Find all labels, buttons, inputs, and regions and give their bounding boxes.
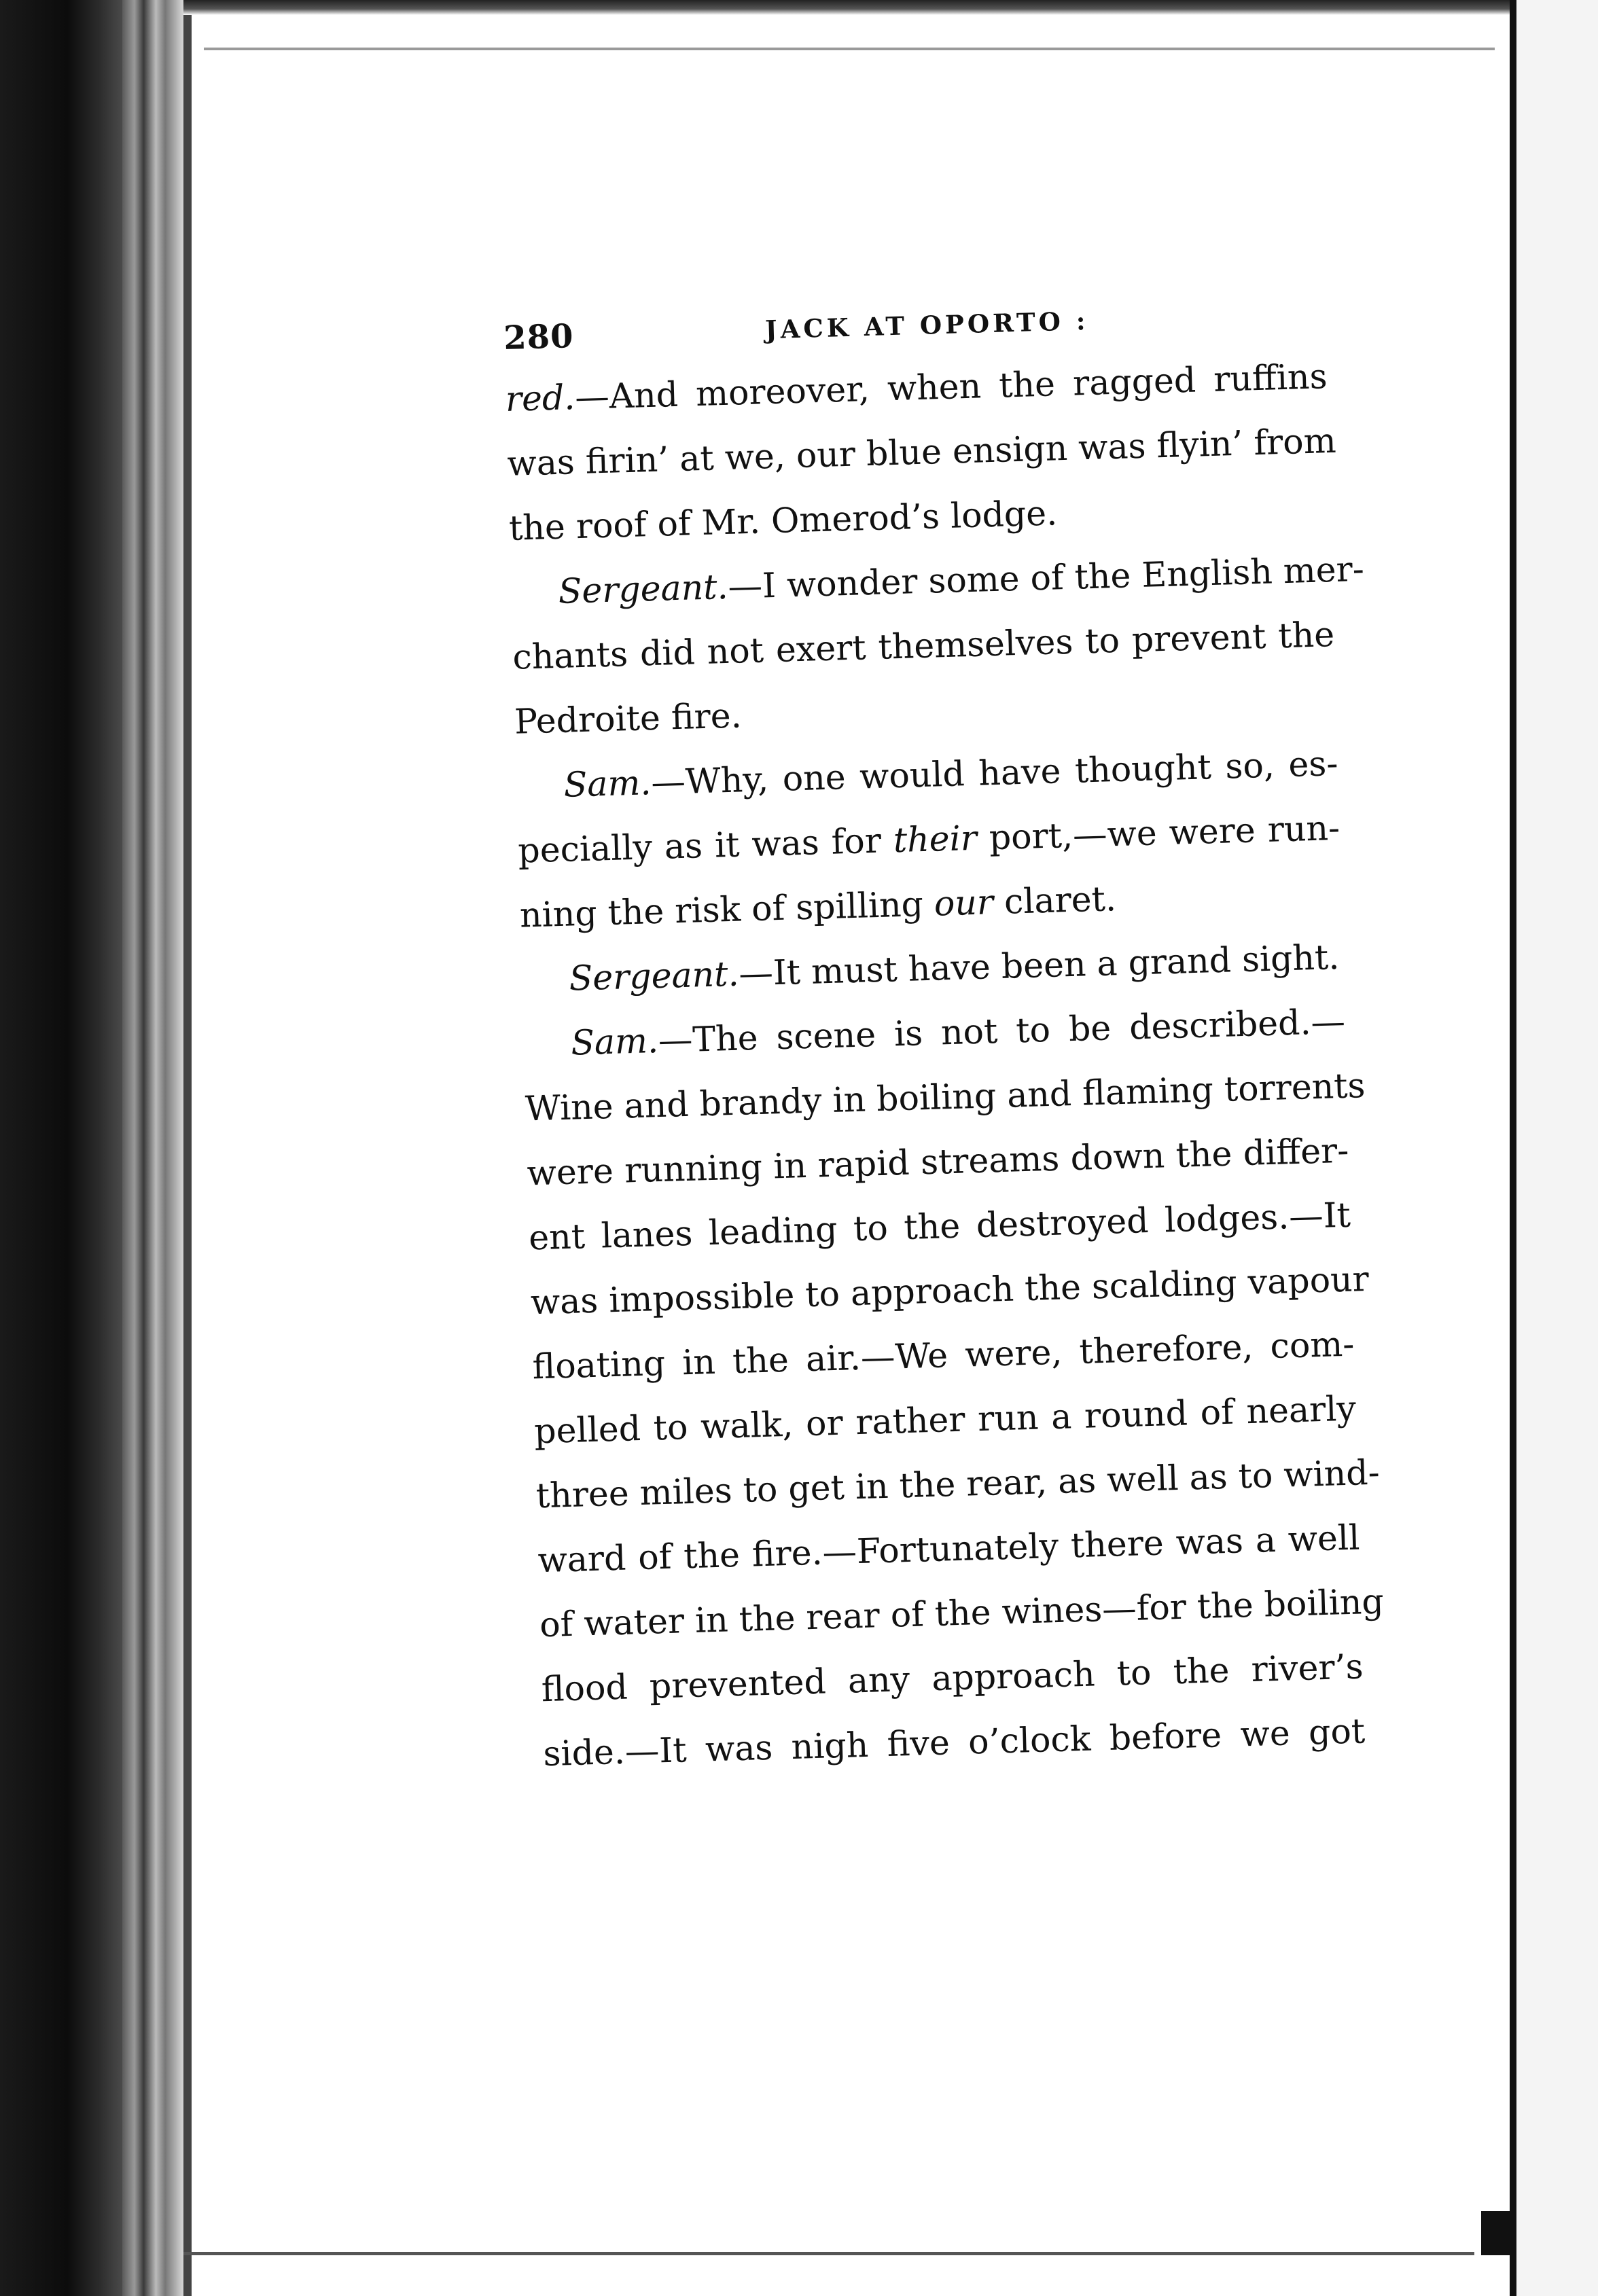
- text-line: three miles to get in the rear, as well as to wind-: [535, 1452, 1381, 1516]
- facing-page-strip: [1516, 0, 1598, 2296]
- speaker-label: Sam.: [563, 762, 652, 805]
- text-line: pecially as it was for their port,—we were run-: [517, 807, 1340, 871]
- text-line: flood prevented any approach to the river’s: [541, 1646, 1364, 1710]
- page-stack-edge: [122, 0, 183, 2296]
- text-line: Sergeant.—I wonder some of the English mer-: [557, 548, 1365, 611]
- running-title: JACK AT OPORTO :: [764, 305, 1090, 345]
- text-line: Sergeant.—It must have been a grand sight.: [568, 937, 1340, 999]
- text-line: Pedroite fire.: [514, 695, 743, 742]
- speaker-label: Sergeant.: [557, 566, 729, 611]
- text-line: Sam.—Why, one would have thought so, es-: [563, 742, 1339, 805]
- plate-mark-line: [204, 48, 1495, 50]
- page-top-border: [183, 0, 1598, 15]
- emphasis: our: [934, 882, 994, 924]
- text-line: pelled to walk, or rather run a round of nearly: [533, 1388, 1357, 1452]
- text-line: ward of the fire.—Fortunately there was a well: [537, 1517, 1360, 1581]
- text-block: [503, 281, 1427, 1786]
- page-left-border: [183, 0, 192, 2296]
- text-line: Wine and brandy in boiling and flaming torrents: [525, 1065, 1366, 1129]
- page-bottom-border: [183, 2252, 1474, 2255]
- text-line: of water in the rear of the wines—for the boiling: [539, 1581, 1385, 1645]
- text-line: Sam.—The scene is not to be described.—: [570, 1001, 1346, 1063]
- text-line: floating in the air.—We were, therefore, com-: [531, 1323, 1355, 1387]
- text-line: were running in rapid streams down the differ-: [526, 1130, 1350, 1194]
- text-line: ent lanes leading to the destroyed lodges.—It: [528, 1194, 1351, 1258]
- speaker-label: red.: [505, 377, 576, 419]
- text-line: the roof of Mr. Omerod’s lodge.: [508, 492, 1058, 548]
- corner-mark: [1481, 2211, 1516, 2255]
- page-number: 280: [503, 317, 575, 357]
- speaker-label: Sam.: [570, 1020, 659, 1063]
- text-line: chants did not exert themselves to prevent the: [512, 614, 1335, 677]
- page-right-border: [1510, 0, 1516, 2296]
- text-line: ning the risk of spilling our claret.: [519, 878, 1117, 935]
- text-line: was impossible to approach the scalding vapour: [530, 1258, 1370, 1323]
- speaker-label: Sergeant.: [568, 953, 740, 999]
- book-spine: [0, 0, 122, 2296]
- text-line: was firin’ at we, our blue ensign was flyin’ from: [506, 420, 1337, 484]
- emphasis: their: [893, 817, 978, 861]
- text-line: red.—And moreover, when the ragged ruffins: [505, 356, 1328, 419]
- text-line: side.—It was nigh five o’clock before we got: [542, 1710, 1366, 1774]
